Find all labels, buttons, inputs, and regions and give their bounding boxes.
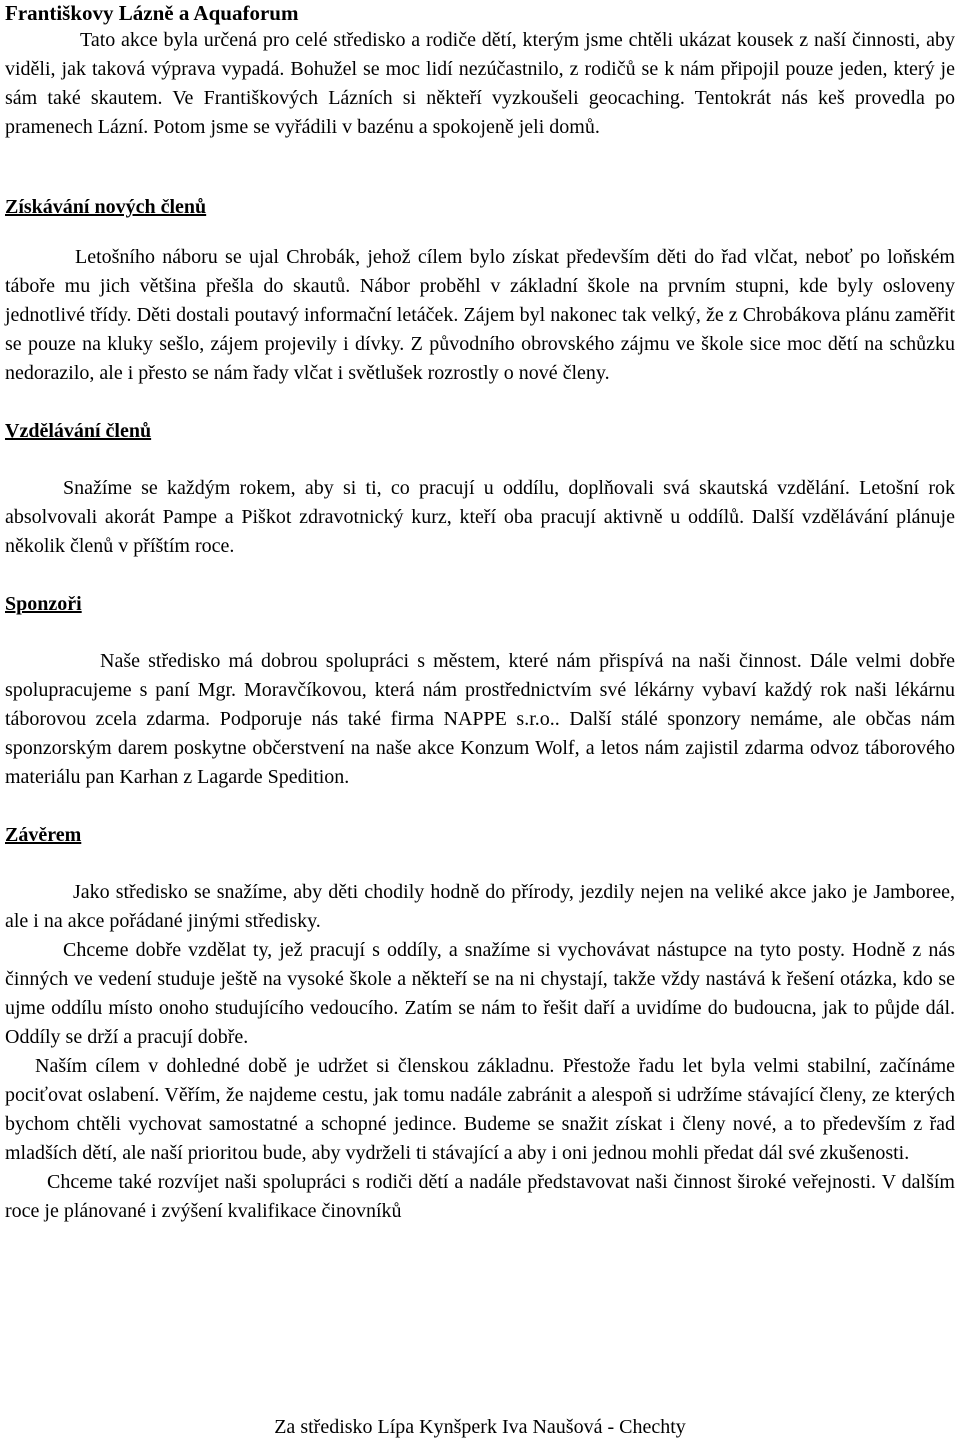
spacer (5, 617, 955, 647)
spacer (5, 444, 955, 474)
spacer (5, 220, 955, 243)
heading-ziskavani-clenu: Získávání nových členů (5, 196, 207, 218)
paragraph-frantiskovy-lazne: Tato akce byla určená pro celé středisko a rodiče dětí, kterým jsme chtěli ukázat kousek z naší činnosti, aby viděli, jak taková výprava vypadá. Bohužel se moc lidí nezúčastnilo, z rodičů se k nám připojil pouze jeden, který je sám také skautem. Ve Františkových Lázních si někteří vyzkoušeli geocaching. Tentokrát nás keš provedla po pramenech Lázní. Potom jsme se vyřádili v bazénu a spokojeně jeli domů. (5, 29, 955, 138)
spacer (5, 848, 955, 878)
heading-sponzori: Sponzoři (5, 593, 82, 615)
paragraph-zaverem-4: Chceme také rozvíjet naši spolupráci s rodiči dětí a nadále představovat naši činnost široké veřejnosti. V dalším roce je plánované i zvýšení kvalifikace činovníků (5, 1171, 955, 1222)
spacer (5, 561, 955, 591)
paragraph-sponzori: Naše středisko má dobrou spolupráci s městem, které nám přispívá na naši činnost. Dále velmi dobře spolupracujeme s paní Mgr. Moravčíkovou, která nám prostřednictvím své lékárny vybaví každý rok naši lékárnu táborovou zcela zdarma. Podporuje nás také firma NAPPE s.r.o.. Další stálé sponzory nemáme, ale občas nám sponzorským darem poskytne občerstvení na naše akce Konzum Wolf, a letos nám zajistil zdarma odvoz táborového materiálu pan Karhan z Lagarde Spedition. (5, 650, 955, 788)
spacer (5, 142, 955, 194)
paragraph-vzdelavani-clenu: Snažíme se každým rokem, aby si ti, co pracují u oddílu, doplňovali svá skautská vzdělání. Letošní rok absolvovali akorát Pampe a Piškot zdravotnický kurz, kteří oba pracují aktivně u oddílů. Další vzdělávání plánuje několik členů v příštím roce. (5, 477, 955, 557)
signature-footer: Za středisko Lípa Kynšperk Iva Naušová - Chechty (274, 1416, 686, 1438)
paragraph-ziskavani-clenu: Letošního náboru se ujal Chrobák, jehož cílem bylo získat především děti do řad vlčat, neboť po loňském táboře mu jich většina přešla do skautů. Nábor proběhl v základní škole na prvním stupni, kde byly osloveny jednotlivé třídy. Děti dostali poutavý informační letáček. Zájem byl nakonec tak velký, že z Chrobákova plánu zaměřit se pouze na kluky sešlo, zájem projevily i dívky. Z původního obrovského zájmu ve škole sice moc dětí na schůzku nedorazilo, ale i přesto se nám řady vlčat i světlušek rozrostly o nové členy. (5, 246, 955, 384)
heading-vzdelavani-clenu: Vzdělávání členů (5, 420, 152, 442)
document-page (5, 0, 955, 1226)
paragraph-zaverem-1: Jako středisko se snažíme, aby děti chodily hodně do přírody, jezdily nejen na veliké akce jako je Jamboree, ale i na akce pořádané jinými středisky. (5, 881, 955, 932)
spacer (5, 388, 955, 418)
paragraph-zaverem-2: Chceme dobře vzdělat ty, jež pracují s oddíly, a snažíme si vychovávat nástupce na tyto posty. Hodně z nás činných ve vedení studuje ještě na vysoké škole a někteří se na ni chystají, takže vždy nastává k řešení otázka, kdo se ujme oddílu místo onoho studujícího vedoucího. Zatím se nám to řešit daří a uvidíme do budoucna, jak to půjde dál. Oddíly se drží a pracují dobře. (5, 939, 955, 1048)
paragraph-zaverem-3: Naším cílem v dohledné době je udržet si členskou základnu. Přestože řadu let byla velmi stabilní, začínáme pociťovat oslabení. Věřím, že najdeme cestu, jak tomu nadále zabránit a alespoň si udržíme stávající členy, ze kterých bychom chtěli vychovat samostatné a schopné jedince. Budeme se snažit získat i členy nové, a to především z řad mladších dětí, ale naší prioritou bude, aby vydrželi ti stávající a aby i oni jednou mohli předat dál své zkušenosti. (5, 1055, 955, 1164)
section-title-frantiskovy-lazne: Františkovy Lázně a Aquaforum (5, 1, 299, 25)
heading-zaverem: Závěrem (5, 824, 82, 846)
spacer (5, 792, 955, 822)
